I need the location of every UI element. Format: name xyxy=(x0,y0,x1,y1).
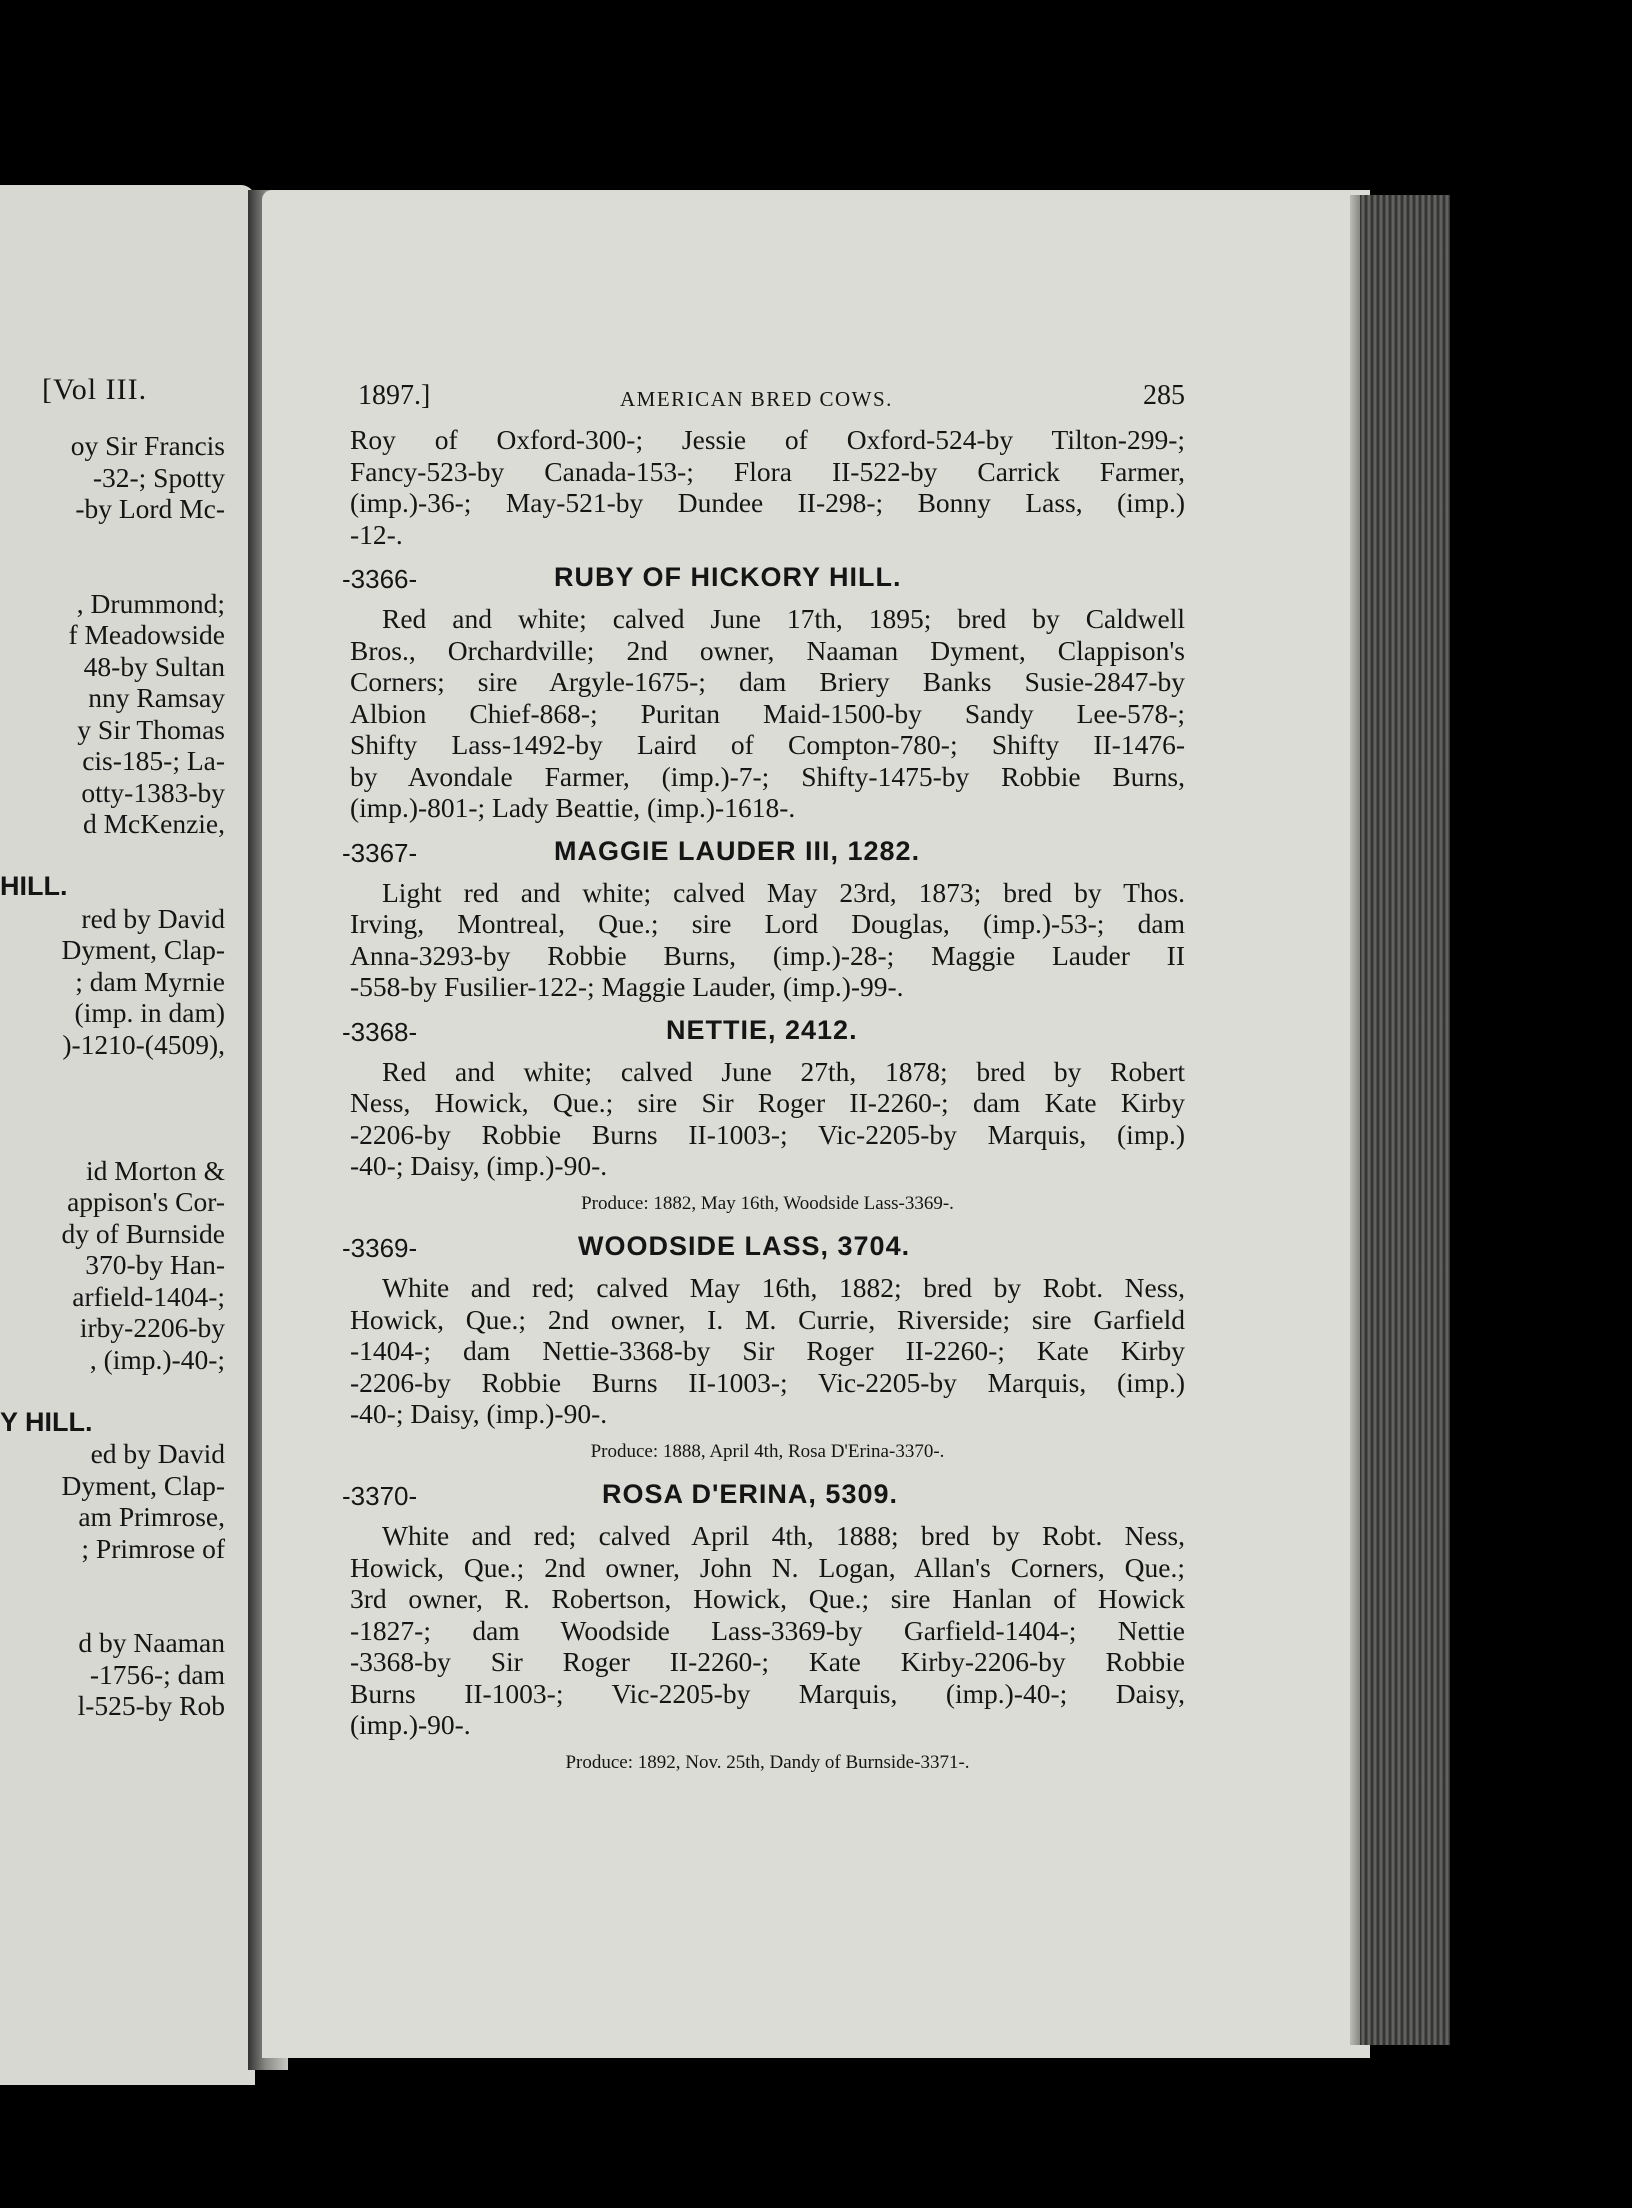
text-line: Irving, Montreal, Que.; sire Lord Douglas, (imp.)-53-; dam xyxy=(350,908,1185,939)
left-page-line xyxy=(0,1123,225,1155)
text-line: -40-; Daisy, (imp.)-90-. xyxy=(350,1150,608,1181)
entry-heading xyxy=(342,1013,1185,1053)
entry-description xyxy=(350,1520,1185,1741)
intro-paragraph xyxy=(350,424,1185,550)
left-page-line: oy Sir Francis xyxy=(70,430,225,461)
left-page-line: 370-by Han- xyxy=(85,1249,225,1280)
text-line: Red and white; calved June 17th, 1895; bred by Caldwell xyxy=(382,603,1185,634)
entry-heading xyxy=(342,1229,1185,1269)
running-header xyxy=(350,380,1185,424)
entry-name: RUBY OF HICKORY HILL. xyxy=(554,562,902,592)
produce-note: Produce: 1892, Nov. 25th, Dandy of Burnside-3371-. xyxy=(565,1751,970,1773)
text-line: -2206-by Robbie Burns II-1003-; Vic-2205-by Marquis, (imp.) xyxy=(350,1118,1185,1150)
entry-heading xyxy=(342,834,1185,874)
text-line: Howick, Que.; 2nd owner, I. M. Currie, Riverside; sire Garfield xyxy=(350,1303,1185,1335)
entry-name: NETTIE, 2412. xyxy=(666,1014,858,1045)
entry-description xyxy=(350,877,1185,1003)
left-page-line: -1756-; dam xyxy=(89,1658,225,1690)
left-page-line xyxy=(0,525,225,557)
left-page-line: otty-1383-by xyxy=(81,776,225,808)
text-line: Howick, Que.; 2nd owner, John N. Logan, Allan's Corners, Que.; xyxy=(350,1551,1185,1583)
text-line: Burns II-1003-; Vic-2205-by Marquis, (imp.)-40-; Daisy, xyxy=(350,1677,1185,1709)
left-page-line: (imp. in dam) xyxy=(74,997,225,1028)
entry-name: ROSA D'ERINA, 5309. xyxy=(602,1479,899,1509)
left-page-line: Y HILL. xyxy=(0,1406,93,1437)
left-page-line: -by Lord Mc- xyxy=(75,493,225,524)
entry-heading xyxy=(342,560,1185,600)
text-line: Roy of Oxford-300-; Jessie of Oxford-524-by Tilton-299-; xyxy=(350,424,1185,455)
left-page-line: id Morton & xyxy=(85,1154,225,1186)
entry-number: -3366- xyxy=(342,564,418,594)
entry-number: -3367- xyxy=(342,837,418,868)
produce-note: Produce: 1882, May 16th, Woodside Lass-3369-. xyxy=(581,1192,954,1214)
left-page-line: red by David xyxy=(81,902,225,934)
text-line: White and red; calved May 16th, 1882; bred by Robt. Ness, xyxy=(382,1272,1185,1303)
text-line: Shifty Lass-1492-by Laird of Compton-780-; Shifty II-1476- xyxy=(350,729,1185,760)
left-page-line: y Sir Thomas xyxy=(77,713,225,745)
entry xyxy=(342,834,1185,1003)
left-page-line: irby-2206-by xyxy=(79,1312,225,1343)
left-page-line: appison's Cor- xyxy=(67,1186,225,1217)
left-page-line xyxy=(0,1375,225,1407)
left-page-line: Dyment, Clap- xyxy=(61,1469,225,1501)
left-page-line xyxy=(0,556,225,588)
left-page-line: 48-by Sultan xyxy=(83,650,225,682)
left-page-line xyxy=(0,1564,225,1596)
header-year: 1897.] xyxy=(358,380,431,411)
text-line: -2206-by Robbie Burns II-1003-; Vic-2205-by Marquis, (imp.) xyxy=(350,1366,1185,1398)
left-page-line: arfield-1404-; xyxy=(72,1280,225,1312)
text-line: -1827-; dam Woodside Lass-3369-by Garfield-1404-; Nettie xyxy=(350,1614,1185,1646)
text-line: Bros., Orchardville; 2nd owner, Naaman Dyment, Clappison's xyxy=(350,634,1185,666)
text-line: -40-; Daisy, (imp.)-90-. xyxy=(350,1398,608,1429)
entry xyxy=(342,560,1185,824)
left-page-line: d McKenzie, xyxy=(82,808,225,839)
left-page-line: am Primrose, xyxy=(78,1501,225,1532)
header-title: AMERICAN BRED COWS. xyxy=(620,387,893,411)
text-line: -12-. xyxy=(350,518,403,550)
left-page-line: -32-; Spotty xyxy=(92,461,225,493)
left-page-line: f Meadowside xyxy=(68,619,225,650)
left-page-line: )-1210-(4509), xyxy=(62,1028,225,1060)
text-line: Ness, Howick, Que.; sire Sir Roger II-2260-; dam Kate Kirby xyxy=(350,1087,1185,1118)
text-line: (imp.)-801-; Lady Beattie, (imp.)-1618-. xyxy=(350,792,796,823)
entry-name: MAGGIE LAUDER III, 1282. xyxy=(554,835,921,866)
text-line: 3rd owner, R. Robertson, Howick, Que.; sire Hanlan of Howick xyxy=(350,1583,1185,1614)
left-page-line xyxy=(0,1060,225,1092)
text-line: (imp.)-90-. xyxy=(350,1709,471,1740)
left-page-line: HILL. xyxy=(0,871,68,901)
entry-number: -3370- xyxy=(342,1481,418,1511)
left-page-line xyxy=(0,1092,225,1124)
text-line: Anna-3293-by Robbie Burns, (imp.)-28-; Maggie Lauder II xyxy=(350,939,1185,971)
left-page-line: , (imp.)-40-; xyxy=(89,1343,225,1375)
text-line: Fancy-523-by Canada-153-; Flora II-522-by Carrick Farmer, xyxy=(350,455,1185,487)
text-line: -3368-by Sir Roger II-2260-; Kate Kirby-2206-by Robbie xyxy=(350,1646,1185,1677)
page-number: 285 xyxy=(1143,380,1185,411)
text-line: White and red; calved April 4th, 1888; bred by Robt. Ness, xyxy=(382,1520,1185,1551)
text-line: -1404-; dam Nettie-3368-by Sir Roger II-2260-; Kate Kirby xyxy=(350,1335,1185,1366)
left-page xyxy=(0,185,255,2085)
entry-number: -3369- xyxy=(342,1233,418,1263)
text-line: -558-by Fusilier-122-; Maggie Lauder, (imp.)-99-. xyxy=(350,971,904,1002)
text-line: Corners; sire Argyle-1675-; dam Briery Banks Susie-2847-by xyxy=(350,666,1185,697)
left-page-line xyxy=(0,840,225,872)
left-page-line: ed by David xyxy=(90,1438,225,1469)
left-page-text xyxy=(0,430,225,1722)
entry xyxy=(342,1013,1185,1220)
entry xyxy=(342,1477,1185,1778)
text-line: Light red and white; calved May 23rd, 1873; bred by Thos. xyxy=(382,876,1185,908)
left-page-line: ; Primrose of xyxy=(81,1532,225,1564)
entry-description xyxy=(350,603,1185,824)
produce-note: Produce: 1888, April 4th, Rosa D'Erina-3370-. xyxy=(590,1440,945,1462)
text-line: (imp.)-36-; May-521-by Dundee II-298-; Bonny Lass, (imp.) xyxy=(350,487,1185,518)
entry-number: -3368- xyxy=(342,1016,418,1047)
left-page-line: l-525-by Rob xyxy=(77,1690,225,1721)
left-page-line: nny Ramsay xyxy=(88,682,225,713)
entry-description xyxy=(350,1272,1185,1430)
left-page-line: cis-185-; La- xyxy=(82,745,225,776)
entry-name: WOODSIDE LASS, 3704. xyxy=(578,1231,911,1261)
entry-heading xyxy=(342,1477,1185,1517)
text-line: Albion Chief-868-; Puritan Maid-1500-by Sandy Lee-578-; xyxy=(350,697,1185,729)
left-page-header: [Vol III. xyxy=(42,373,148,406)
text-line: by Avondale Farmer, (imp.)-7-; Shifty-1475-by Robbie Burns, xyxy=(350,760,1185,792)
entry xyxy=(342,1229,1185,1467)
left-page-line: ; dam Myrnie xyxy=(75,965,225,997)
entry-description xyxy=(350,1056,1185,1182)
page-content xyxy=(342,380,1185,1780)
left-page-line: Dyment, Clap- xyxy=(61,934,225,965)
page-edges xyxy=(1360,195,1450,2045)
text-line: Red and white; calved June 27th, 1878; bred by Robert xyxy=(382,1055,1185,1087)
left-page-line: d by Naaman xyxy=(78,1627,225,1658)
left-page-line: dy of Burnside xyxy=(61,1217,225,1249)
left-page-line xyxy=(0,1596,225,1628)
left-page-line: , Drummond; xyxy=(76,587,225,619)
